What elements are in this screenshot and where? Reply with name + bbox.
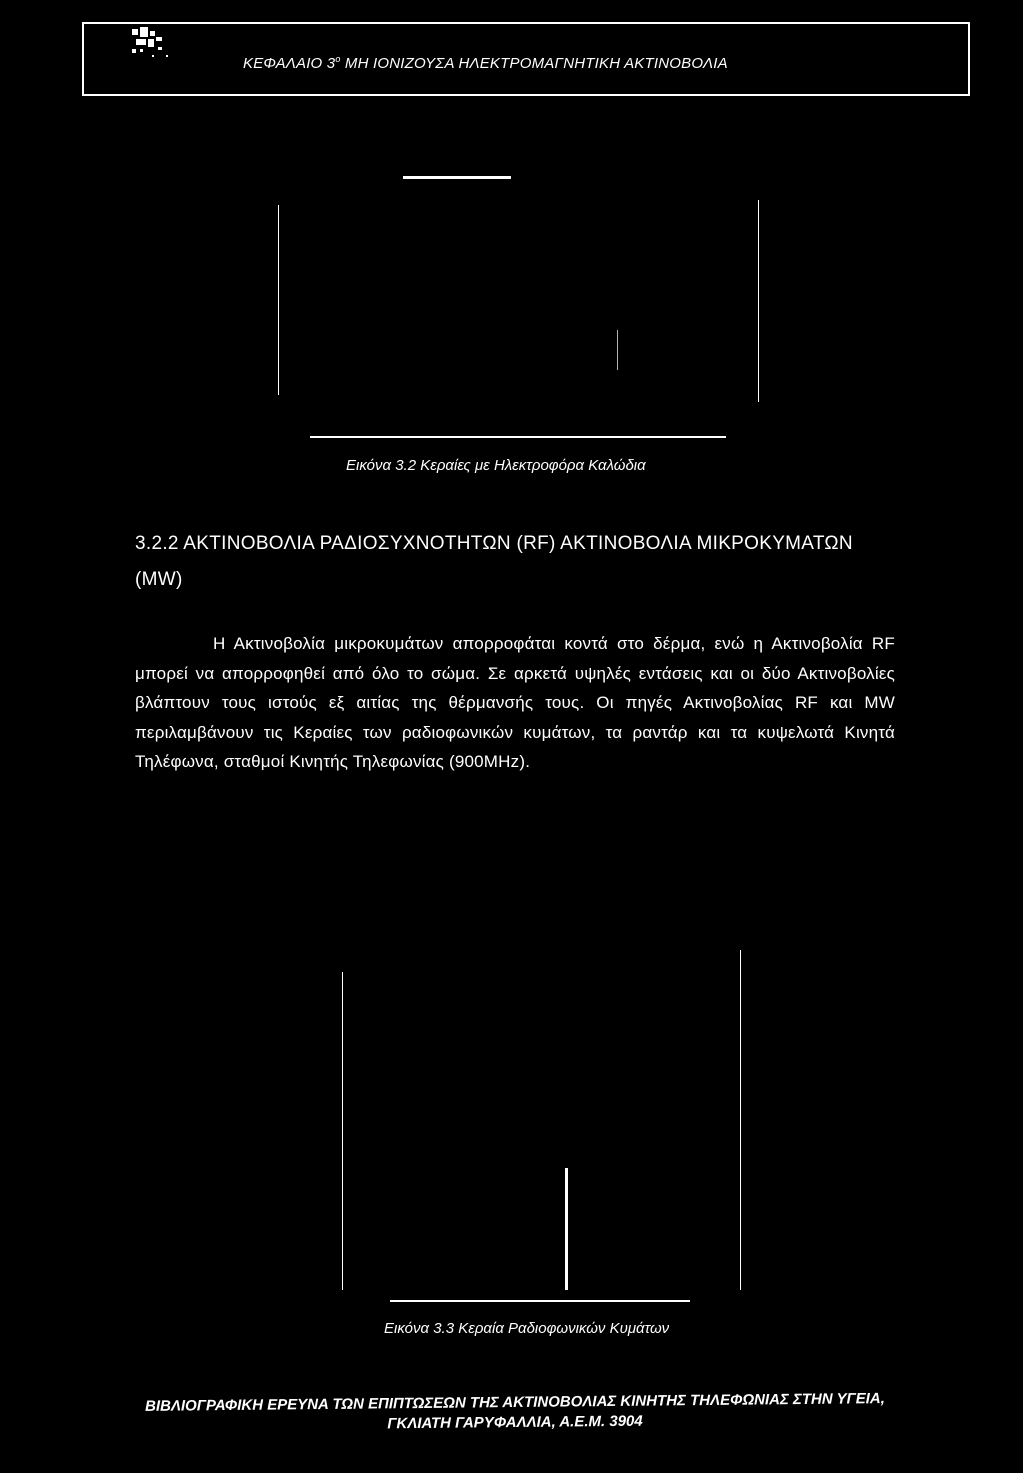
figure1-right-edge xyxy=(758,200,759,402)
figure1-bottom-line xyxy=(310,436,726,438)
figure2-bottom-line xyxy=(390,1300,690,1302)
figure2-left-edge xyxy=(342,972,343,1290)
figure1-left-edge xyxy=(278,205,279,395)
figure2-caption: Εικόνα 3.3 Κεραία Ραδιοφωνικών Κυμάτων xyxy=(384,1320,670,1337)
figure1-antenna-mark xyxy=(617,330,618,370)
figure2-right-edge xyxy=(740,950,741,1290)
figure1-caption: Εικόνα 3.2 Κεραίες με Ηλεκτροφόρα Καλώδια xyxy=(346,457,646,474)
footer-thesis-title: ΒΙΒΛΙΟΓΡΑΦΙΚΗ ΕΡΕΥΝΑ ΤΩΝ ΕΠΙΠΤΩΣΕΩΝ ΤΗΣ ΑΚΤΙΝΟΒΟΛΙΑΣ ΚΙΝΗΤΗΣ ΤΗΛΕΦΩΝΙΑΣ ΣΤΗΝ ΥΓΕΙΑ, xyxy=(145,1390,885,1415)
body-paragraph: Η Ακτινοβολία μικροκυμάτων απορροφάται κοντά στο δέρμα, ενώ η Ακτινοβολία RF μπορεί να απορροφηθεί από όλο το σώμα. Σε αρκετά υψηλές εντάσεις και οι δύο Ακτινοβολίες βλάπτουν τους ιστούς εξ αιτίας της θέρμανσής τους. Οι πηγές Ακτινοβολίας RF και MW περιλαμβάνουν τις Κεραίες των ραδιοφωνικών κυμάτων, τα ραντάρ και τα κυψελωτά Κινητά Τηλέφωνα, σταθμοί Κινητής Τηλεφωνίας (900MHz). xyxy=(135,634,895,771)
footer-author: ΓΚΛΙΑΤΗ ΓΑΡΥΦΑΛΛΙΑ, Α.Ε.Μ. 3904 xyxy=(387,1412,643,1433)
figure1-top-line xyxy=(403,176,511,179)
chapter-title: ΚΕΦΑΛΑΙΟ $3^o$ ΜΗ ΙΟΝΙΖΟΥΣΑ ΗΛΕΚΤΡΟΜΑΓΝΗΤΙΚΗ ΑΚΤΙΝΟΒΟΛΙΑ xyxy=(243,54,728,72)
section-heading: 3.2.2 ΑΚΤΙΝΟΒΟΛΙΑ ΡΑΔΙΟΣΥΧΝΟΤΗΤΩΝ (RF) ΑΚΤΙΝΟΒΟΛΙΑ ΜΙΚΡΟΚΥΜΑΤΩΝ (MW) xyxy=(135,533,853,590)
university-logo-icon xyxy=(128,25,174,65)
figure2-antenna-mast xyxy=(565,1168,568,1290)
